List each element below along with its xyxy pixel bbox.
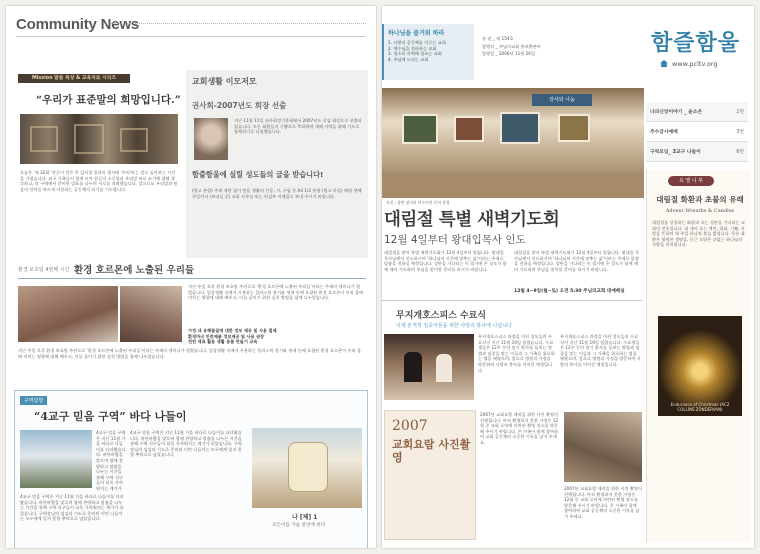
issue-info (482, 36, 592, 57)
trip-title: “4교구 믿음 구역” 바다 나들이 (34, 410, 187, 423)
toc-label: 추수감사예배 (650, 130, 678, 135)
toc-page: 3면 (736, 130, 744, 135)
masthead-logo: 함즐함울 (650, 31, 740, 56)
exhibit-body-cont: 2007년 교회요람 제작을 위한 사진 촬영이 진행됩니다. 아직 촬영하지 못한 가정은 12월 중 교회 로비에 마련된 촬영 장소를 방문해 주시기 바랍니다. 온 가족이 함께 참여하여 교회 공동체의 소중한 기록을 남겨 주세요. (564, 486, 642, 519)
right-page (382, 6, 754, 548)
toc-label: 구역모임_ 3교구 나들이 (650, 150, 701, 155)
community-news-title: Community News (16, 16, 140, 33)
schedule: 12월 4~9일(월~토) 오전 5:30 주님의교회 대예배실 (514, 289, 625, 294)
left-page (6, 6, 376, 548)
exhibit-body: 2007년 교회요람 제작을 위한 사진 촬영이 진행됩니다. 아직 촬영하지 못한 가정은 12월 중 교회 로비에 마련된 촬영 장소를 방문해 주시기 바랍니다. 온 가족이 함께 참여하여 교회 공동체의 소중한 기록을 남겨 주세요. (480, 412, 559, 445)
hospice-body-cont: 무지개호스피스 과정을 마친 성도들의 수료식이 지난 11월 19일 열렸습니다. 수료생들은 12주 동안 말기 환자를 돌보는 방법과 임종을 맞는 이들과 그 가족을 위로하는 법을 배웠으며, 앞으로 병원과 가정을 방문하여 사랑의 봉사를 이어갈 예정입니다. (560, 334, 641, 367)
exhibit-year: 2007 (392, 418, 428, 434)
advent-badge: 요 엘 니 투 (668, 176, 714, 186)
sidebar-body2: (원고 분량) 주제 제한 없이 믿음 생활의 간증, 시, 수필 등 A4 1/2 분량 (원고 마감) 매월 셋째 주일까지 (보내실 곳) 교회 사무실 또는 편집부 이메일로 보내 주시기 바랍니다. (192, 188, 362, 199)
headline: 대림절 특별 새벽기도회 (384, 210, 560, 230)
hospice-title: 무지개호스피스 수료식 (396, 311, 487, 321)
pastor-photo (194, 118, 228, 160)
sidebar-sub: 권사회-2007년도 회장 선출 (192, 101, 287, 110)
sidebar-body: 지난 11월 11일 권사회정기총회에서 2007년도 신임 회장으로 선출되었습니다. 모든 회원들이 기쁨으로 축하하며 새해 사역을 위해 기도로 함께하기로 다짐했습니다. (234, 118, 362, 135)
trip-photo-1 (20, 430, 92, 488)
hospice-photo (384, 334, 474, 400)
section-rule (18, 278, 366, 279)
advent-title: 대림절 화환과 초불의 유래 (656, 195, 744, 204)
trip-bottom-text: 4교구 믿음 구역은 지난 11월 가을 바다로 나들이를 다녀왔습니다. 바닷바람을 맞으며 함께 찬양하고 말씀을 나누는 시간을 통해 구역 식구들이 더욱 가까워지는 계기가 되었습니다. 구역장님의 섬김과 기도로 준비된 이번 나들이는 모두에게 잊지 못할 추억으로 남았습니다. (20, 494, 124, 522)
sidebar-head2: 함즐함울에 실릴 성도들의 글을 받습니다! (192, 170, 324, 179)
story-title: “우리가 표준말의 희망입니다.” (36, 94, 181, 106)
trip-caption2: 모든이를 가슴 중앙에 판다 (272, 523, 326, 528)
env-list (188, 328, 364, 345)
list-item: 천연 재료 활용 생활 용품 만들기 교육 (188, 339, 258, 345)
exhibit-title: 교회요람 사진촬영 (392, 438, 471, 464)
section-body-cont: 지난 주일 오후 환경 보호팀 주관으로 '환경 호르몬에 노출된 우리들'이라는 주제의 세미나가 열렸습니다. 일상생활 속에서 사용하는 플라스틱 용기와 세제 등에 포함된 환경 호르몬이 우리 몸에 미치는 영향에 대해 배우고, 이를 줄이기 위한 실천 방법을 함께 나누었습니다. (18, 348, 362, 359)
header-dots (110, 23, 366, 24)
toc-page: 2면 (736, 110, 744, 115)
seminar-photo-1 (18, 286, 118, 342)
headline-body: 대림절을 맞아 특별 새벽기도회가 12월 4일부터 열립니다. 왕대입 목사님께서 인도하시며 '하나님의 시간에 맞추는 삶'이라는 주제로 말씀을 전하실 예정입니다. 성탄을 기다리는 이 절기에 온 성도가 함께 깨어 기도하며 주님을 맞이할 준비를 하시기 바랍니다. (384, 250, 507, 272)
toc-page: 6면 (736, 150, 744, 155)
info-item: 4. 주님께 드리는 교회 (388, 56, 429, 62)
headline-body-cont: 대림절을 맞아 특별 새벽기도회가 12월 4일부터 열립니다. 왕대입 목사님께서 인도하시며 '하나님의 시간에 맞추는 삶'이라는 주제로 말씀을 전하실 예정입니다. 성탄을 기다리는 이 절기에 온 성도가 함께 깨어 기도하며 주님을 맞이할 준비를 하시기 바랍니다. (514, 250, 640, 272)
mission-tag: Mission 말씀 묵상 & 교육자료 시리즈 (18, 74, 130, 83)
info-head: 하나님을 즐거워 하라 (388, 30, 445, 37)
subhead: 12월 4일부터 왕대입목사 인도 (384, 234, 526, 246)
advent-body: 대림절을 상징하는 화환과 초는 성탄을 기다리는 교회의 전통입니다. 네 개의 초는 예언, 평화, 기쁨, 사랑을 뜻하며 매 주일 하나씩 불을 밝힙니다. 푸른 화환은 영원한 생명을, 둥근 모양은 끝없는 하나님의 사랑을 의미합니다. (652, 220, 745, 248)
story-body: 오늘은 '제 32회' 한글이 얻은 큰 감사절 통과의 행사에 '우리'라는 말로 돌아보는 시간을 가졌습니다. 교구 가족들이 함께 모여 한글의 소중함과 우리말 바로 쓰기에 대해 생각하고, 각 구역에서 준비한 발표를 나누며 서로를 격려했습니다. 앞으로도 우리말과 믿음의 언어를 바르게 사용하는 공동체가 되기를 기도합니다. (20, 170, 178, 192)
hospice-sub: 이제 본격적 임종자들을 위한 사랑의 봉사에 나섭니다 (396, 323, 512, 329)
sidebar-head: 교회생활 이모저모 (192, 77, 257, 86)
hospice-body: 무지개호스피스 과정을 마친 성도들의 수료식이 지난 11월 19일 열렸습니다. 수료생들은 12주 동안 말기 환자를 돌보는 방법과 임종을 맞는 이들과 그 가족을 위로하는 법을 배웠으며, 앞으로 병원과 가정을 방문하여 사랑의 봉사를 이어갈 예정입니다. (478, 334, 555, 373)
toc-label: 나의신앙이야기 _ 윤소은 (650, 110, 703, 115)
info-item: 2. 예수님을 전파하는 교회 (388, 45, 437, 51)
toc-row[interactable] (646, 102, 748, 122)
info-item: 1. 사랑의 공동체를 이루는 교회 (388, 40, 446, 45)
trip-body: 4교구 믿음 구역은 지난 11월 가을 바다로 나들이를 다녀왔습니다. 바닷바람을 맞으며 함께 찬양하고 말씀을 나누는 시간을 통해 구역 식구들이 더욱 가까워지는 계기가 되었습니다. 구역장님의 섬김과 기도로 준비된 이번 나들이는 모두에게 잊지 못할 추억으로 남았습니다. (130, 430, 242, 458)
publisher: 발행처 _ 주님의교회 홍보출판부 (482, 43, 541, 49)
trip-photo-2 (252, 428, 362, 508)
toc (646, 102, 748, 162)
list-item: 가정 내 유해물질에 대한 정보 제공 및 사용 절제 (188, 328, 277, 333)
info-item: 3. 청소년 사역에 힘쓰는 교회 (388, 51, 442, 57)
issue-no: 통 권 _ 제 154호 (482, 36, 514, 41)
hero-caption: 사진 : 성탄 장식이 어우러진 로비 풍경 (386, 200, 450, 205)
list-item: 환경마크 인증제품 정보제공 및 사용 권장 (188, 333, 265, 339)
advent-sub: Advent Wreaths & Candles (665, 208, 735, 214)
trip-label: 구역탐방 (20, 396, 47, 405)
info-list (388, 40, 474, 62)
section-label: 환경 보호팀 4번째 시간 (18, 267, 70, 273)
trip-side-text: 4교구 믿음 구역은 지난 11월 가을 바다로 나들이를 다녀왔습니다. 바닷바람을 맞으며 함께 찬양하고 말씀을 나누는 시간을 통해 구역 식구들이 더욱 가까워지는 계기가 (96, 430, 126, 491)
home-icon (660, 60, 668, 67)
seminar-photo-2 (120, 286, 182, 342)
trip-caption: 나 [체] 1 (292, 514, 318, 521)
advent-caption: Endurance of Christmas (AC2 COLLINS ZONDERVAN) (670, 402, 730, 412)
toc-row[interactable] (646, 122, 748, 142)
toc-row[interactable] (646, 142, 748, 162)
header-rule (16, 36, 366, 37)
hospice-rule (382, 300, 642, 301)
advent-wreath-photo (658, 316, 742, 416)
exhibit-photo (564, 412, 642, 482)
story-photo (20, 114, 178, 164)
exhibit-sign: 감사와 나눔 (532, 94, 592, 106)
issue-date: 발행일 _ 2006년 11월 26일 (482, 51, 536, 57)
section-body: 지난 주일 오후 환경 보호팀 주관으로 '환경 호르몬에 노출된 우리들'이라는 주제의 세미나가 열렸습니다. 일상생활 속에서 사용하는 플라스틱 용기와 세제 등에 포함된 환경 호르몬이 우리 몸에 미치는 영향에 대해 배우고, 이를 줄이기 위한 실천 방법을 함께 나누었습니다. (188, 284, 364, 301)
section-title: 환경 호르몬에 노출된 우리들 (74, 265, 195, 276)
site-url: www.pcltv.org (672, 60, 718, 68)
hero-photo (382, 88, 644, 198)
